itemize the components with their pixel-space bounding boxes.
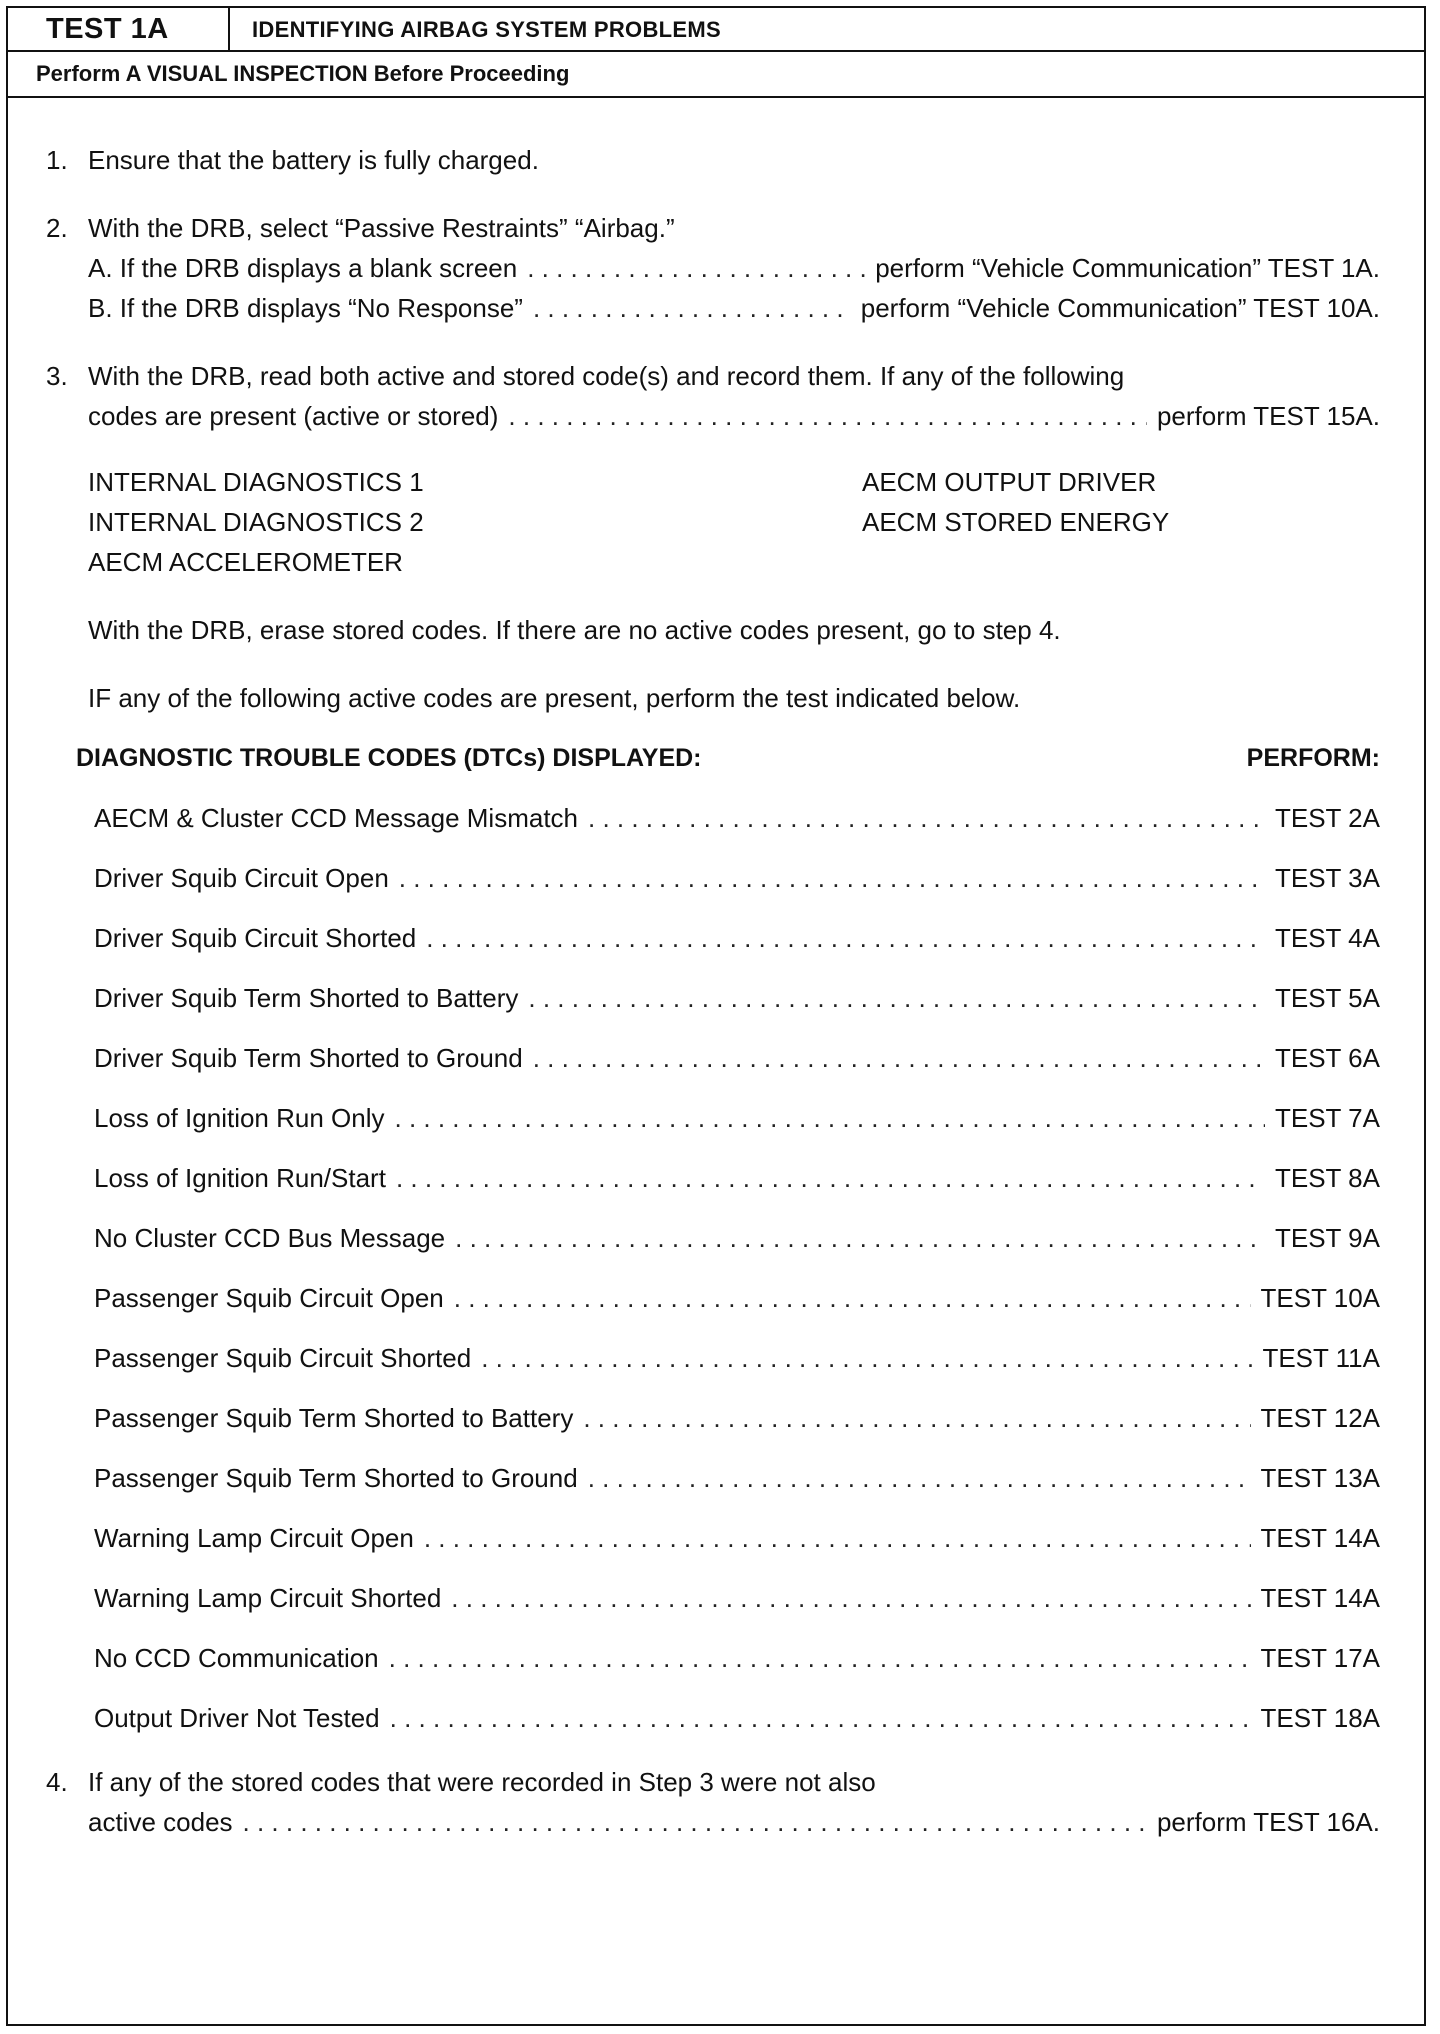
step-3-leader — [88, 398, 1380, 434]
leader-dots — [588, 1460, 1251, 1496]
leader-dots — [451, 1580, 1250, 1616]
dtc-code-label: Passenger Squib Circuit Open — [94, 1283, 444, 1313]
dtc-row — [94, 800, 1380, 836]
leader-action: perform “Vehicle Communication” TEST 10A. — [860, 293, 1380, 323]
step-2 — [8, 210, 1424, 246]
leader-dots — [396, 1160, 1265, 1196]
step-4-leader — [88, 1804, 1380, 1840]
erase-instruction: With the DRB, erase stored codes. If there are no active codes present, go to step 4. — [88, 615, 1061, 645]
leader-dots — [533, 1040, 1265, 1076]
dtc-code-label: No CCD Communication — [94, 1643, 379, 1673]
leader-dots — [533, 290, 851, 326]
dtc-row — [94, 1700, 1380, 1736]
dtc-test-reference: TEST 8A — [1274, 1163, 1380, 1193]
dtc-code-label: Loss of Ignition Run Only — [94, 1103, 385, 1133]
step-text: With the DRB, select “Passive Restraints” “Airbag.” — [88, 213, 675, 243]
code-item: AECM STORED ENERGY — [862, 507, 1170, 537]
step-1 — [8, 142, 1424, 178]
step-text: Ensure that the battery is fully charged. — [88, 145, 539, 175]
leader-dots — [389, 1640, 1251, 1676]
leader-dots — [399, 860, 1265, 896]
code-item: INTERNAL DIAGNOSTICS 2 — [88, 507, 424, 537]
step-text: If any of the stored codes that were recorded in Step 3 were not also — [88, 1767, 876, 1797]
step-2b — [88, 290, 1380, 326]
dtc-test-reference: TEST 18A — [1260, 1703, 1380, 1733]
code-item: INTERNAL DIAGNOSTICS 1 — [88, 467, 424, 497]
step-number: 1. — [46, 145, 68, 175]
dtc-code-label: No Cluster CCD Bus Message — [94, 1223, 446, 1253]
dtc-row — [94, 1280, 1380, 1316]
step-2a — [88, 250, 1380, 286]
step-number: 4. — [46, 1767, 68, 1797]
leader-action: perform TEST 16A. — [1156, 1807, 1380, 1837]
dtc-row — [94, 1040, 1380, 1076]
dtc-row — [94, 860, 1380, 896]
dtc-row — [94, 1400, 1380, 1436]
dtc-code-label: Driver Squib Circuit Shorted — [94, 923, 417, 953]
leader-label: A. If the DRB displays a blank screen — [88, 253, 518, 283]
leader-dots — [455, 1220, 1265, 1256]
test-title: IDENTIFYING AIRBAG SYSTEM PROBLEMS — [252, 17, 721, 42]
leader-dots — [527, 250, 865, 286]
active-instruction: IF any of the following active codes are present, perform the test indicated below. — [88, 683, 1021, 713]
leader-dots — [454, 1280, 1251, 1316]
dtc-test-reference: TEST 5A — [1274, 983, 1380, 1013]
test-id: TEST 1A — [8, 8, 230, 50]
code-item: AECM ACCELEROMETER — [88, 547, 403, 577]
dtc-row — [94, 1520, 1380, 1556]
page-frame — [6, 6, 1426, 2026]
dtc-code-label: Passenger Squib Circuit Shorted — [94, 1343, 472, 1373]
dtc-row — [94, 1460, 1380, 1496]
leader-dots — [508, 398, 1147, 434]
dtc-test-reference: TEST 3A — [1274, 863, 1380, 893]
leader-label: B. If the DRB displays “No Response” — [88, 293, 523, 323]
leader-dots — [390, 1700, 1251, 1736]
code-item: AECM OUTPUT DRIVER — [862, 467, 1157, 497]
dtc-code-label: Loss of Ignition Run/Start — [94, 1163, 386, 1193]
dtc-test-reference: TEST 6A — [1274, 1043, 1380, 1073]
leader-dots — [426, 920, 1265, 956]
dtc-table-header — [76, 740, 1380, 776]
dtc-code-label: Driver Squib Circuit Open — [94, 863, 389, 893]
dtc-row — [94, 920, 1380, 956]
dtc-code-label: Output Driver Not Tested — [94, 1703, 380, 1733]
leader-dots — [243, 1804, 1147, 1840]
dtc-code-label: Driver Squib Term Shorted to Battery — [94, 983, 519, 1013]
dtc-row — [94, 1100, 1380, 1136]
leader-label: active codes — [88, 1807, 233, 1837]
dtc-test-reference: TEST 14A — [1260, 1523, 1380, 1553]
leader-dots — [583, 1400, 1250, 1436]
dtc-test-reference: TEST 9A — [1274, 1223, 1380, 1253]
step-3 — [8, 358, 1424, 394]
dtc-test-reference: TEST 13A — [1260, 1463, 1380, 1493]
leader-dots — [528, 980, 1265, 1016]
dtc-row — [94, 980, 1380, 1016]
dtc-row — [94, 1580, 1380, 1616]
header-row — [8, 8, 1424, 52]
perform-column-label: PERFORM: — [1246, 744, 1380, 772]
dtc-code-label: Passenger Squib Term Shorted to Battery — [94, 1403, 574, 1433]
leader-action: perform “Vehicle Communication” TEST 1A. — [875, 253, 1380, 283]
dtc-code-label: Warning Lamp Circuit Shorted — [94, 1583, 442, 1613]
dtc-column-label: DIAGNOSTIC TROUBLE CODES (DTCs) DISPLAYED: — [76, 744, 702, 772]
dtc-row — [94, 1640, 1380, 1676]
dtc-row — [94, 1340, 1380, 1376]
step-number: 2. — [46, 213, 68, 243]
dtc-code-label: Warning Lamp Circuit Open — [94, 1523, 414, 1553]
leader-dots — [424, 1520, 1251, 1556]
step-text: With the DRB, read both active and stored code(s) and record them. If any of the following — [88, 361, 1125, 391]
leader-label: codes are present (active or stored) — [88, 401, 499, 431]
dtc-row — [94, 1220, 1380, 1256]
dtc-test-reference: TEST 11A — [1262, 1343, 1380, 1373]
dtc-test-reference: TEST 12A — [1260, 1403, 1380, 1433]
leader-dots — [395, 1100, 1265, 1136]
dtc-code-label: AECM & Cluster CCD Message Mismatch — [94, 803, 578, 833]
dtc-test-reference: TEST 4A — [1274, 923, 1380, 953]
leader-action: perform TEST 15A. — [1156, 401, 1380, 431]
dtc-code-label: Driver Squib Term Shorted to Ground — [94, 1043, 523, 1073]
leader-dots — [481, 1340, 1252, 1376]
dtc-test-reference: TEST 17A — [1260, 1643, 1380, 1673]
leader-dots — [588, 800, 1265, 836]
dtc-test-reference: TEST 2A — [1274, 803, 1380, 833]
step-number: 3. — [46, 361, 68, 391]
dtc-code-label: Passenger Squib Term Shorted to Ground — [94, 1463, 578, 1493]
sub-header: Perform A VISUAL INSPECTION Before Proceeding — [8, 52, 1424, 98]
dtc-row — [94, 1160, 1380, 1196]
dtc-test-reference: TEST 10A — [1260, 1283, 1380, 1313]
dtc-test-reference: TEST 14A — [1260, 1583, 1380, 1613]
step-4 — [8, 1764, 1424, 1800]
dtc-test-reference: TEST 7A — [1274, 1103, 1380, 1133]
